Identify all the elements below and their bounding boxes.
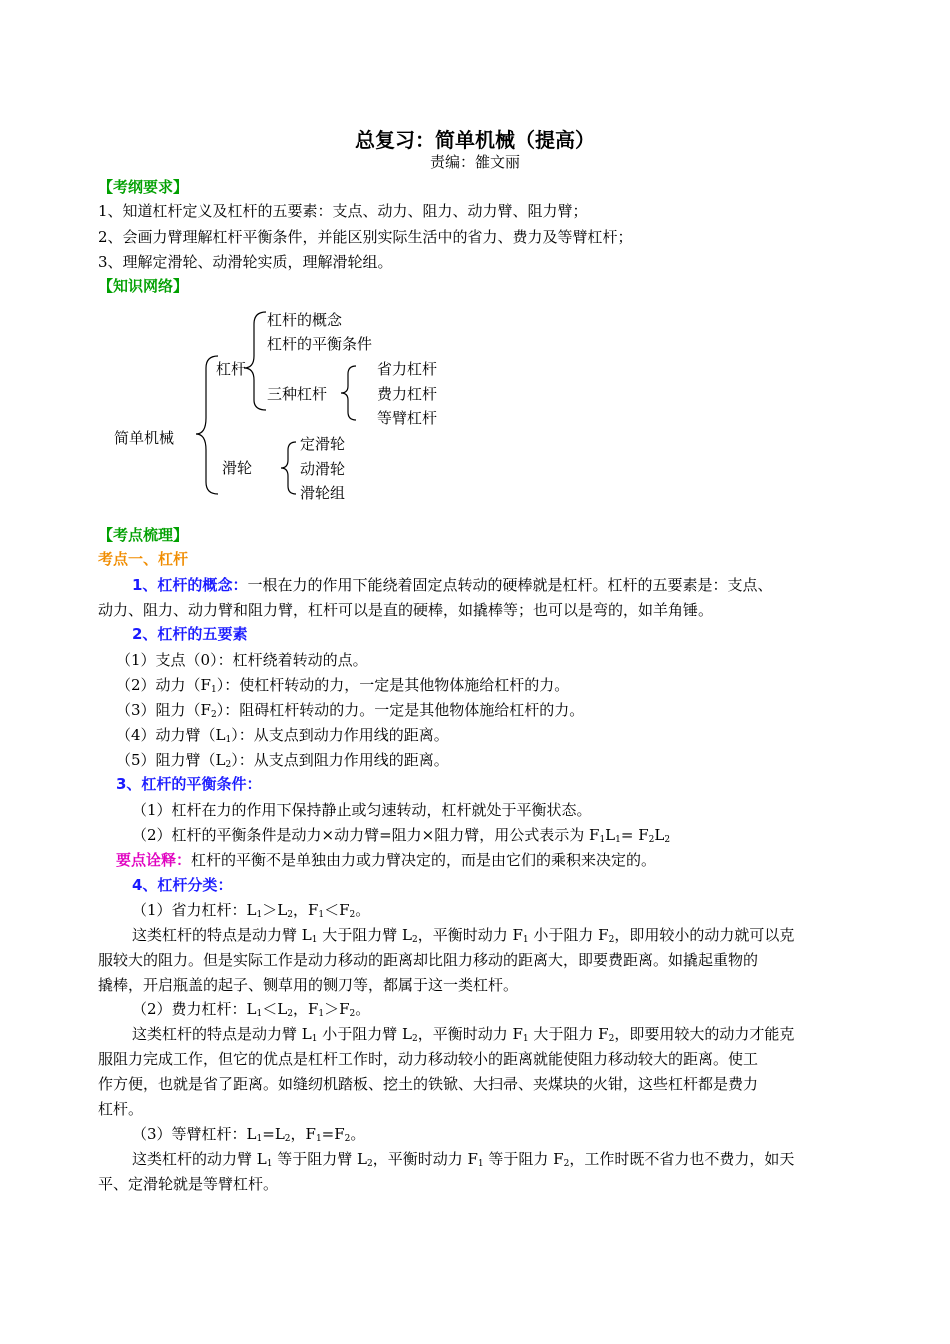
costing-lever-paragraph-line4: 杠杆。 bbox=[98, 1100, 144, 1118]
node-equal-lever: 等臂杠杆 bbox=[377, 409, 438, 427]
section-network-heading: 【知识网络】 bbox=[98, 277, 189, 295]
concept-text: 一根在力的作用下能绕着固定点转动的硬棒就是杠杆。杠杆的五要素是：支点、 bbox=[247, 576, 773, 594]
section-requirements-heading: 【考纲要求】 bbox=[98, 178, 189, 196]
knowledge-network-diagram bbox=[100, 302, 460, 502]
node-lever-balance: 杠杆的平衡条件 bbox=[267, 335, 373, 353]
page-title: 总复习：简单机械（提高） bbox=[355, 128, 595, 152]
key-note: 要点诠释：杠杆的平衡不是单独由力或力臂决定的，而是由它们的乘积来决定的。 bbox=[116, 851, 657, 869]
class-saving-lever: （1）省力杠杆：$L_1>L_2$，$F_1<F_2$。 bbox=[132, 901, 371, 920]
saving-lever-paragraph-line2: 服较大的阻力。但是实际工作是动力移动的距离却比阻力移动的距离大，即要费距离。如撬起重物的 bbox=[98, 951, 759, 969]
editor-line: 责编：雒文丽 bbox=[429, 153, 520, 171]
five-elements-heading: 2、杠杆的五要素 bbox=[132, 625, 248, 643]
requirement-item: 3、理解定滑轮、动滑轮实质，理解滑轮组。 bbox=[98, 253, 393, 271]
lever-brace bbox=[244, 312, 266, 410]
node-lever-concept: 杠杆的概念 bbox=[267, 311, 343, 329]
balance-item-1: （1）杠杆在力的作用下保持静止或匀速转动，杠杆就处于平衡状态。 bbox=[132, 801, 592, 819]
saving-lever-paragraph-line3: 撬棒，开启瓶盖的起子、铡草用的铡刀等，都属于这一类杠杆。 bbox=[98, 976, 519, 994]
node-movable-pulley: 动滑轮 bbox=[300, 460, 346, 478]
equal-lever-paragraph: 这类杠杆的动力臂 $L_1$ 等于阻力臂 $L_2$，平衡时动力 $F_1$ 等于阻力 $F_2$，工作时既不省力也不费力，如天 bbox=[132, 1150, 795, 1169]
requirement-item: 2、会画力臂理解杠杆平衡条件，并能区别实际生活中的省力、费力及等臂杠杆； bbox=[98, 228, 633, 246]
node-pulley: 滑轮 bbox=[222, 459, 253, 477]
root-brace bbox=[196, 356, 218, 494]
node-lever: 杠杆 bbox=[216, 360, 247, 378]
concept-text-line2: 动力、阻力、动力臂和阻力臂，杠杆可以是直的硬棒，如撬棒等；也可以是弯的，如羊角锤。 bbox=[98, 601, 714, 619]
costing-lever-paragraph-line2: 服阻力完成工作，但它的优点是杠杆工作时，动力移动较小的距离就能使阻力移动较大的距离。使工 bbox=[98, 1050, 759, 1068]
pulley-brace bbox=[281, 442, 296, 494]
costing-lever-paragraph-line3: 作方便，也就是省了距离。如缝纫机踏板、挖土的铁锨、大扫帚、夹煤块的火钳，这些杠杆都是费力 bbox=[98, 1075, 759, 1093]
concept-heading: 1、杠杆的概念： bbox=[132, 576, 248, 594]
class-equal-lever: （3）等臂杠杆：$L_1=L_2$，$F_1=F_2$。 bbox=[132, 1125, 366, 1144]
node-pulley-group: 滑轮组 bbox=[300, 484, 346, 502]
element-resistance: （3）阻力$(F_2)$：阻碍杠杆转动的力。一定是其他物体施给杠杆的力。 bbox=[116, 701, 585, 720]
class-costing-lever: （2）费力杠杆：$L_1<L_2$，$F_1>F_2$。 bbox=[132, 1000, 371, 1019]
equal-lever-paragraph-line2: 平、定滑轮就是等臂杠杆。 bbox=[98, 1175, 279, 1193]
element-fulcrum: （1）支点（0）：杠杆绕着转动的点。 bbox=[116, 651, 368, 669]
requirement-item: 1、知道杠杆定义及杠杆的五要素：支点、动力、阻力、动力臂、阻力臂； bbox=[98, 202, 588, 220]
node-three-levers: 三种杠杆 bbox=[267, 385, 328, 403]
three-levers-brace bbox=[341, 366, 356, 420]
saving-lever-paragraph: 这类杠杆的特点是动力臂 $L_1$ 大于阻力臂 $L_2$，平衡时动力 $F_1$ 小于阻力 $F_2$，即用较小的动力就可以克 bbox=[132, 926, 795, 945]
key-note-label: 要点诠释： bbox=[116, 851, 192, 869]
kaodian-1-heading: 考点一、杠杆 bbox=[98, 550, 189, 568]
node-costing-lever: 费力杠杆 bbox=[377, 385, 438, 403]
section-points-heading: 【考点梳理】 bbox=[98, 526, 189, 544]
node-root: 简单机械 bbox=[114, 429, 175, 447]
element-effort-arm: （4）动力臂$(L_1)$：从支点到动力作用线的距离。 bbox=[116, 726, 449, 745]
costing-lever-paragraph: 这类杠杆的特点是动力臂 $L_1$ 小于阻力臂 $L_2$，平衡时动力 $F_1$ 大于阻力 $F_2$，即要用较大的动力才能克 bbox=[132, 1025, 795, 1044]
element-resistance-arm: （5）阻力臂$(L_2)$：从支点到阻力作用线的距离。 bbox=[116, 751, 449, 770]
balance-item-2: （2）杠杆的平衡条件是动力×动力臂=阻力×阻力臂，用公式表示为 $F_1L_1= F_2L_2$ bbox=[132, 826, 671, 845]
node-saving-lever: 省力杠杆 bbox=[377, 360, 438, 378]
node-fixed-pulley: 定滑轮 bbox=[300, 435, 346, 453]
element-effort: （2）动力$(F_1)$：使杠杆转动的力，一定是其他物体施给杠杆的力。 bbox=[116, 676, 570, 695]
lever-classification-heading: 4、杠杆分类： bbox=[132, 876, 233, 894]
balance-condition-heading: 3、杠杆的平衡条件： bbox=[116, 775, 262, 793]
concept-paragraph bbox=[132, 575, 892, 595]
